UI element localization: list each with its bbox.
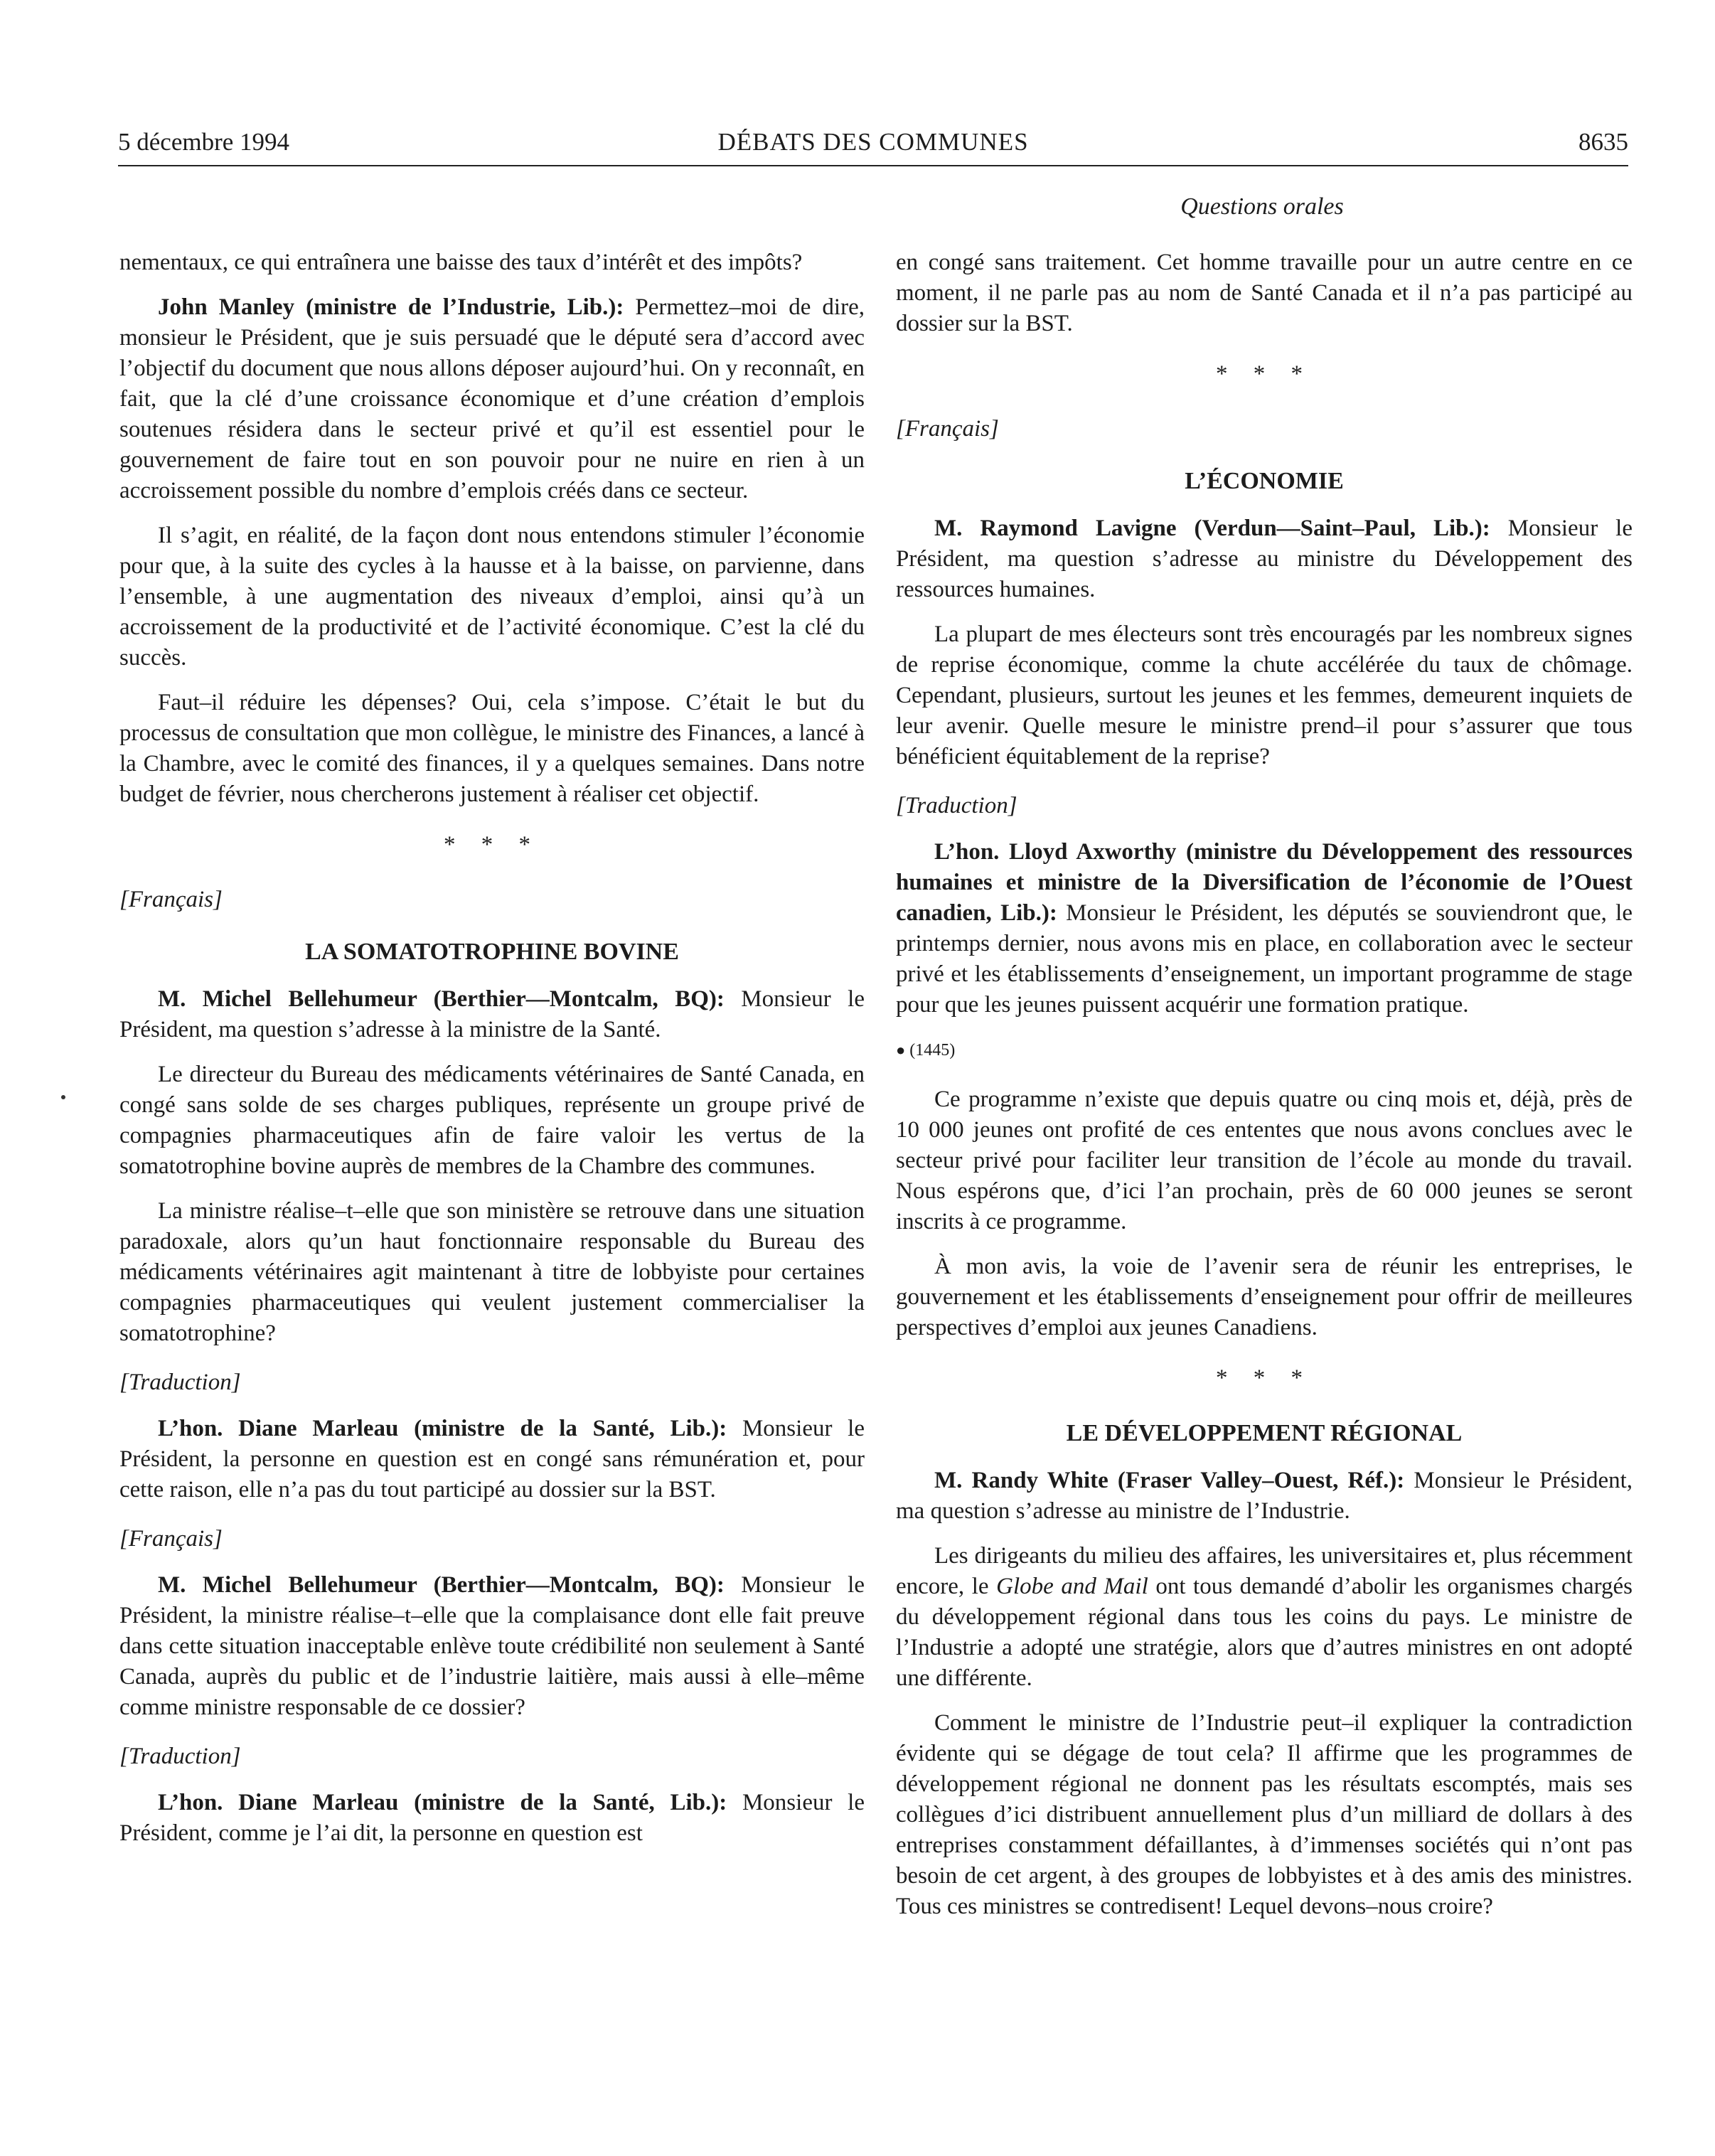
paragraph	[896, 513, 1633, 605]
section-separator: * * *	[1216, 361, 1313, 387]
paragraph: À mon avis, la voie de l’avenir sera de réunir les entreprises, le gouvernement et les établissements d’enseignement pour offrir de meilleures perspectives d’emploi aux jeunes Canadiens.	[896, 1254, 1633, 1340]
paragraph: Faut–il réduire les dépenses? Oui, cela s’impose. C’était le but du processus de consultation que mon collègue, le ministre des Finances, a lancé à la Chambre, avec le comité des finances, il y a quelques semaines. Dans notre budget de février, nous chercherons justement à réaliser cet objectif.	[119, 690, 865, 807]
paragraph	[896, 1466, 1633, 1527]
language-note: [Traduction]	[119, 1744, 241, 1769]
section-separator: * * *	[444, 832, 540, 858]
speaker-name: L’hon. Diane Marleau (ministre de la Santé, Lib.):	[158, 1416, 727, 1441]
paragraph	[896, 1541, 1633, 1694]
language-note: [Traduction]	[896, 793, 1017, 818]
language-note: [Français]	[119, 1526, 223, 1552]
speech-text: Monsieur le Président, comme je l’ai dit, la personne en question est	[119, 1790, 865, 1846]
section-heading: L’ÉCONOMIE	[1185, 468, 1344, 494]
speaker-name: M. Michel Bellehumeur (Berthier—Montcalm, BQ):	[158, 986, 725, 1012]
section-label: Questions orales	[1180, 193, 1344, 220]
paragraph: en congé sans traitement. Cet homme travaille pour un autre centre en ce moment, il ne parle pas au nom de Santé Canada et il n’a pas participé au dossier sur la BST.	[896, 250, 1633, 336]
speech-text: Monsieur le Président, la personne en question est en congé sans rémunération et, pour cette raison, elle n’a pas du tout participé au dossier sur la BST.	[119, 1416, 865, 1503]
speaker-name: L’hon. Lloyd Axworthy (ministre du Développement des ressources humaines et ministre de la Diversification de l’économie de l’Ouest canadien, Lib.):	[896, 839, 1633, 926]
header-title: DÉBATS DES COMMUNES	[717, 128, 1029, 156]
right-column	[896, 247, 1633, 1936]
page-header	[118, 122, 1628, 166]
paragraph: La ministre réalise–t–elle que son ministère se retrouve dans une situation paradoxale, alors qu’un haut fonctionnaire responsable du Bureau des médicaments vétérinaires agit maintenant à titre de lobbyiste pour certaines compagnies pharmaceutiques qui veulent justement commercialiser la somatotrophine?	[119, 1198, 865, 1346]
bullet-icon: ●	[896, 1041, 906, 1059]
timestamp-text: (1445)	[909, 1041, 956, 1060]
language-note: [Français]	[119, 887, 223, 912]
paragraph	[119, 984, 865, 1045]
speaker-name: M. Randy White (Fraser Valley–Ouest, Réf.):	[934, 1468, 1405, 1493]
header-page-number: 8635	[1578, 128, 1628, 156]
speaker-name: L’hon. Diane Marleau (ministre de la Santé, Lib.):	[158, 1790, 727, 1815]
speech-text: Monsieur le Président, les députés se souviendront que, le printemps dernier, nous avons mis en place, en collaboration avec le secteur privé et les établissements d’enseignement, un important programme de stage pour que les jeunes puissent acquérir une formation pratique.	[896, 900, 1633, 1018]
speaker-name: John Manley (ministre de l’Industrie, Lib.):	[158, 294, 624, 320]
timestamp	[896, 1035, 1633, 1066]
paragraph	[119, 1414, 865, 1505]
speech-text: Permettez–moi de dire, monsieur le Président, que je suis persuadé que le député sera d’accord avec l’objectif du document que nous allons déposer aujourd’hui. On y reconnaît, en fait, que la clé d’une croissance économique et d’une création d’emplois soutenues résidera dans le secteur privé et qu’il est essentiel pour le gouvernement de faire tout en son pouvoir pour ne nuire en rien à un accroissement possible du nombre d’emplois créés dans ce secteur.	[119, 294, 865, 503]
language-note: [Traduction]	[119, 1370, 241, 1395]
language-note: [Français]	[896, 416, 999, 442]
paragraph: Le directeur du Bureau des médicaments vétérinaires de Santé Canada, en congé sans solde de ses charges publiques, représente un groupe privé de compagnies pharmaceutiques afin de faire valoir les vertus de la somatotrophine bovine auprès de membres de la Chambre des communes.	[119, 1062, 865, 1179]
section-separator: * * *	[1216, 1365, 1313, 1391]
newspaper-title: Globe and Mail	[996, 1574, 1148, 1599]
margin-dot	[61, 1095, 65, 1099]
paragraph	[119, 292, 865, 506]
paragraph: Comment le ministre de l’Industrie peut–il expliquer la contradiction évidente qui se dégage de tout cela? Il affirme que les programmes de développement régional ne donnent pas les résultats escomptés, mais ses collègues d’ici distribuent annuellement plus d’un milliard de dollars à des entreprises constamment défaillantes, à d’immenses sociétés qui n’ont pas besoin de cet argent, à des groupes de lobbyistes et à des amis des ministres. Tous ces ministres se contredisent! Lequel devons–nous croire?	[896, 1710, 1633, 1919]
paragraph: nementaux, ce qui entraînera une baisse des taux d’intérêt et des impôts?	[119, 250, 803, 275]
speech-text: Les dirigeants du milieu des affaires, les universitaires et, plus récemment encore, le	[896, 1543, 1633, 1599]
paragraph	[896, 837, 1633, 1020]
speech-text: Monsieur le Président, ma question s’adresse à la ministre de la Santé.	[119, 986, 865, 1042]
speech-text: ont tous demandé d’abolir les organismes chargés du développement régional dans tous les coins du pays. Le ministre de l’Industrie a adopté une stratégie, alors que d’autres ministres en ont adopté une différente.	[896, 1574, 1633, 1691]
paragraph: Ce programme n’existe que depuis quatre ou cinq mois et, déjà, près de 10 000 jeunes ont profité de ces ententes que nous avons conclues avec le secteur privé pour faciliter leur transition de l’école au monde du travail. Nous espérons que, d’ici l’an prochain, près de 60 000 jeunes se seront inscrits à ce programme.	[896, 1087, 1633, 1234]
header-date: 5 décembre 1994	[118, 128, 290, 156]
paragraph: La plupart de mes électeurs sont très encouragés par les nombreux signes de reprise économique, comme la chute accélérée du taux de chômage. Cependant, plusieurs, surtout les jeunes et les femmes, demeurent inquiets de leur avenir. Quelle mesure le ministre prend–il pour s’assurer que tous bénéficient équitablement de la reprise?	[896, 621, 1633, 769]
paragraph	[119, 1570, 865, 1723]
speech-text: Monsieur le Président, la ministre réalise–t–elle que la complaisance dont elle fait preuve dans cette situation inacceptable enlève toute crédibilité non seulement à Santé Canada, auprès du public et de l’industrie laitière, mais aussi à elle–même comme ministre responsable de ce dossier?	[119, 1572, 865, 1720]
speaker-name: M. Raymond Lavigne (Verdun—Saint–Paul, Lib.):	[934, 516, 1490, 541]
paragraph	[119, 1788, 865, 1849]
speech-text: Monsieur le Président, ma question s’adresse au ministre de l’Industrie.	[896, 1468, 1633, 1524]
paragraph: Il s’agit, en réalité, de la façon dont nous entendons stimuler l’économie pour que, à la suite des cycles à la hausse et à la baisse, on parvienne, dans l’ensemble, à une augmentation des niveaux d’emploi, ainsi qu’à un accroissement de la productivité et de l’activité économique. C’est la clé du succès.	[119, 523, 865, 671]
speaker-name: M. Michel Bellehumeur (Berthier—Montcalm, BQ):	[158, 1572, 725, 1598]
section-heading: LE DÉVELOPPEMENT RÉGIONAL	[1066, 1420, 1463, 1446]
section-heading: LA SOMATOTROPHINE BOVINE	[305, 939, 679, 965]
left-column	[119, 247, 865, 1863]
speech-text: Monsieur le Président, ma question s’adresse au ministre du Développement des ressources humaines.	[896, 516, 1633, 602]
